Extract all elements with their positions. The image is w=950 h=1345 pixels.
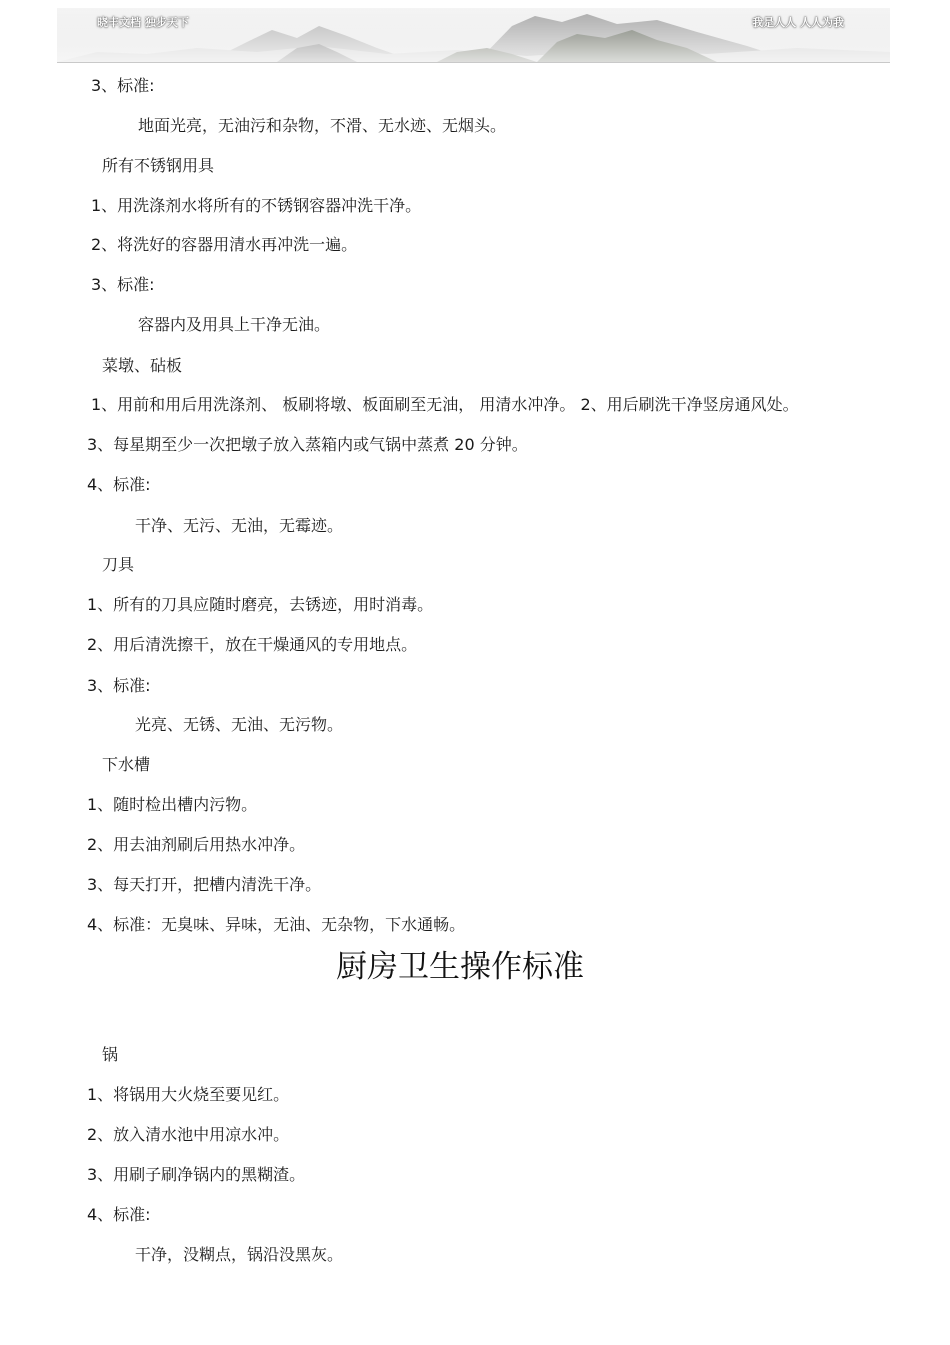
text-line: 1、所有的刀具应随时磨亮，去锈迹，用时消毒。 — [87, 595, 434, 614]
text-line: 1、随时检出槽内污物。 — [87, 795, 258, 814]
section-heading: 菜墩、砧板 — [102, 356, 183, 375]
text-line: 2、将洗好的容器用清水再冲洗一遍。 — [91, 235, 358, 254]
text-line: 2、用去油剂刷后用热水冲净。 — [87, 835, 306, 854]
text-line: 3、标准: — [91, 275, 155, 294]
section-heading: 刀具 — [102, 555, 135, 574]
section-heading: 下水槽 — [102, 755, 151, 774]
text-line: 容器内及用具上干净无油。 — [138, 315, 331, 334]
text-line: 干净、无污、无油，无霉迹。 — [135, 516, 344, 535]
text-line: 3、每天打开，把槽内清洗干净。 — [87, 875, 322, 894]
text-line: 3、用刷子刷净锅内的黑糊渣。 — [87, 1165, 306, 1184]
text-line: 4、标准: — [87, 475, 151, 494]
section-heading: 锅 — [102, 1045, 119, 1064]
text-line: 4、标准: — [87, 1205, 151, 1224]
text-line: 2、放入清水池中用凉水冲。 — [87, 1125, 290, 1144]
text-line: 1、用前和用后用洗涤剂、 板刷将墩、板面刷至无油， 用清水冲净。 2、用后刷洗干净竖房通风处。 — [91, 395, 799, 414]
text-line: 3、标准: — [87, 676, 151, 695]
text-line: 3、标准: — [91, 76, 155, 95]
text-line: 干净，没糊点，锅沿没黑灰。 — [135, 1245, 344, 1264]
document-title: 厨房卫生操作标准 — [336, 949, 584, 985]
header-banner — [57, 8, 890, 63]
text-line: 1、将锅用大火烧至要见红。 — [87, 1085, 290, 1104]
text-line: 1、用洗涤剂水将所有的不锈钢容器冲洗干净。 — [91, 196, 422, 215]
text-line: 地面光亮，无油污和杂物，不滑、无水迹、无烟头。 — [138, 116, 507, 135]
text-line: 2、用后清洗擦干，放在干燥通风的专用地点。 — [87, 635, 418, 654]
text-line: 4、标准：无臭味、异味，无油、无杂物，下水通畅。 — [87, 915, 466, 934]
banner-left-caption: 晓丰文档 独步天下 — [97, 16, 189, 29]
text-line: 光亮、无锈、无油、无污物。 — [135, 715, 344, 734]
section-heading: 所有不锈钢用具 — [102, 156, 215, 175]
banner-right-caption: 我是人人 人人为我 — [752, 16, 844, 29]
text-line: 3、每星期至少一次把墩子放入蒸箱内或气锅中蒸煮 20 分钟。 — [87, 435, 528, 454]
